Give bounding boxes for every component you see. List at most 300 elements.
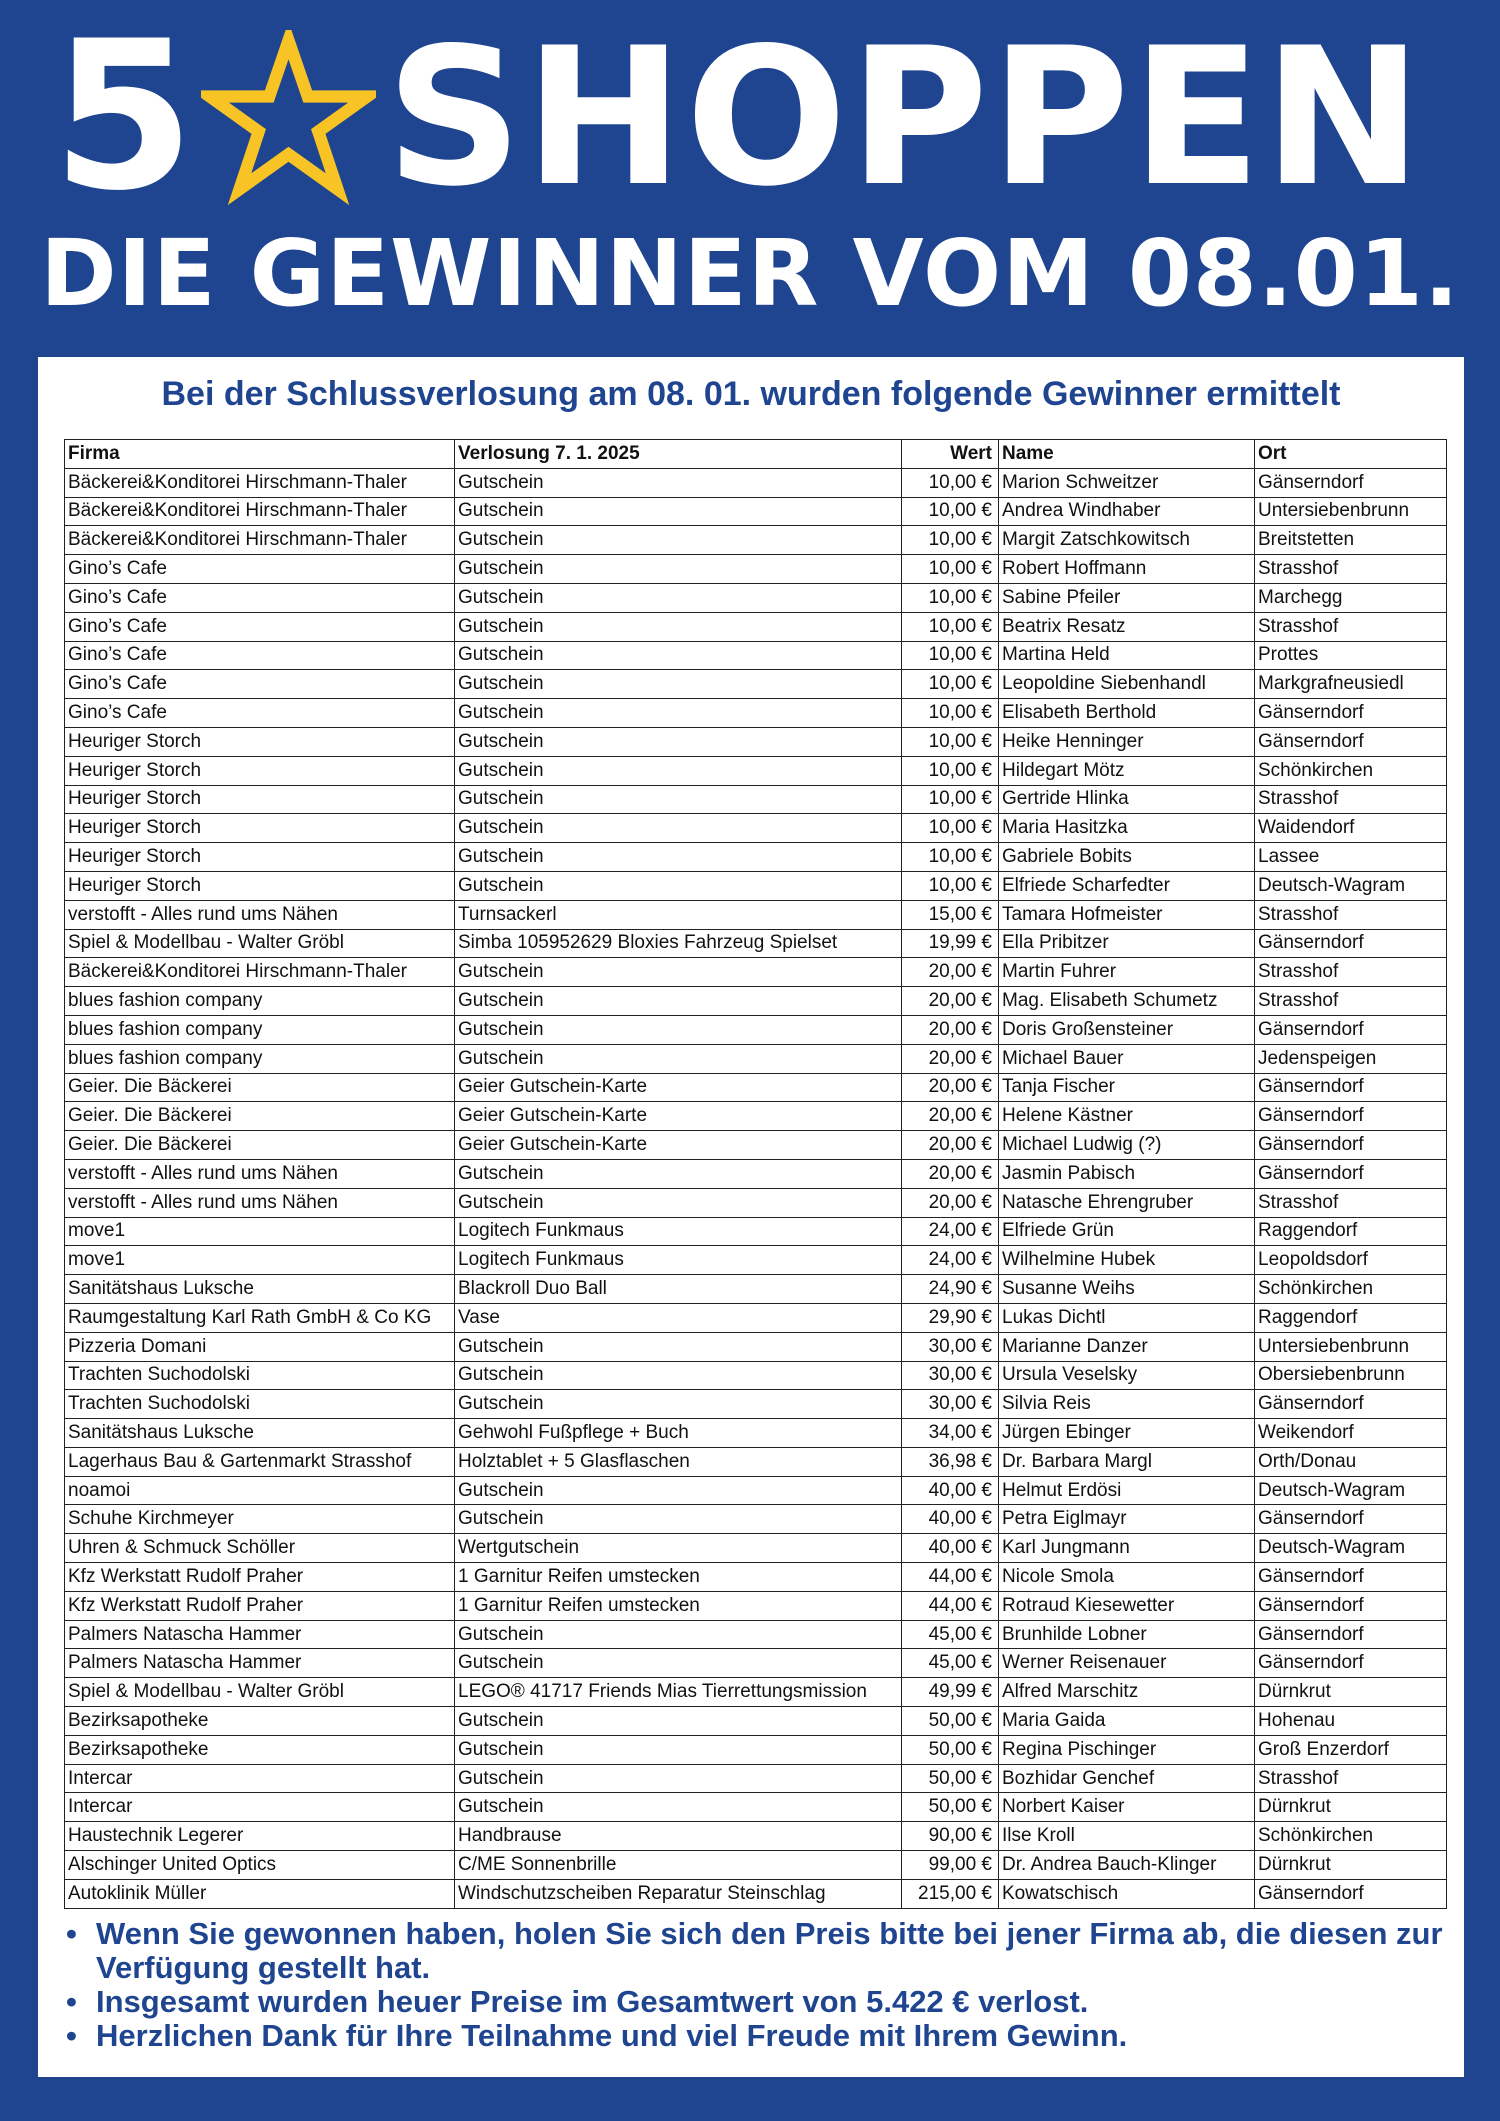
- cell-firma: verstofft - Alles rund ums Nähen: [65, 1188, 455, 1217]
- cell-name: Petra Eiglmayr: [999, 1505, 1255, 1534]
- cell-firma: Sanitätshaus Luksche: [65, 1419, 455, 1448]
- cell-name: Gabriele Bobits: [999, 843, 1255, 872]
- table-row: [65, 987, 1447, 1016]
- cell-firma: Alschinger United Optics: [65, 1851, 455, 1880]
- cell-ort: Jedenspeigen: [1255, 1044, 1447, 1073]
- table-row: [65, 497, 1447, 526]
- cell-firma: Heuriger Storch: [65, 814, 455, 843]
- cell-name: Beatrix Resatz: [999, 612, 1255, 641]
- cell-wert: 34,00 €: [902, 1419, 999, 1448]
- cell-ort: Gänserndorf: [1255, 1591, 1447, 1620]
- cell-verlosung: Gutschein: [455, 1764, 902, 1793]
- table-row: [65, 756, 1447, 785]
- cell-ort: Hohenau: [1255, 1707, 1447, 1736]
- cell-name: Hildegart Mötz: [999, 756, 1255, 785]
- cell-wert: 20,00 €: [902, 958, 999, 987]
- cell-verlosung: Simba 105952629 Bloxies Fahrzeug Spielset: [455, 929, 902, 958]
- cell-ort: Gänserndorf: [1255, 929, 1447, 958]
- cell-firma: Uhren & Schmuck Schöller: [65, 1534, 455, 1563]
- banner-headline: DIE GEWINNER VOM 08.01.: [40, 220, 1460, 327]
- cell-ort: Groß Enzerdorf: [1255, 1735, 1447, 1764]
- cell-wert: 40,00 €: [902, 1505, 999, 1534]
- cell-name: Maria Gaida: [999, 1707, 1255, 1736]
- table-row: [65, 555, 1447, 584]
- cell-firma: Trachten Suchodolski: [65, 1390, 455, 1419]
- table-row: [65, 670, 1447, 699]
- header-name: Name: [999, 440, 1255, 469]
- table-row: [65, 1275, 1447, 1304]
- cell-ort: Strasshof: [1255, 900, 1447, 929]
- cell-name: Nicole Smola: [999, 1563, 1255, 1592]
- table-row: [65, 1217, 1447, 1246]
- cell-name: Tanja Fischer: [999, 1073, 1255, 1102]
- banner-title: [52, 0, 1425, 236]
- cell-firma: Heuriger Storch: [65, 756, 455, 785]
- table-row: [65, 612, 1447, 641]
- cell-name: Ella Pribitzer: [999, 929, 1255, 958]
- cell-firma: Sanitätshaus Luksche: [65, 1275, 455, 1304]
- cell-name: Margit Zatschkowitsch: [999, 526, 1255, 555]
- cell-ort: Strasshof: [1255, 785, 1447, 814]
- cell-wert: 50,00 €: [902, 1764, 999, 1793]
- cell-ort: Gänserndorf: [1255, 1131, 1447, 1160]
- table-row: [65, 526, 1447, 555]
- cell-verlosung: Gutschein: [455, 987, 902, 1016]
- cell-name: Elfriede Grün: [999, 1217, 1255, 1246]
- table-row: [65, 1707, 1447, 1736]
- header-ort: Ort: [1255, 440, 1447, 469]
- cell-wert: 30,00 €: [902, 1332, 999, 1361]
- table-row: [65, 1851, 1447, 1880]
- cell-ort: Weikendorf: [1255, 1419, 1447, 1448]
- cell-firma: Geier. Die Bäckerei: [65, 1102, 455, 1131]
- table-row: [65, 1505, 1447, 1534]
- cell-name: Jasmin Pabisch: [999, 1159, 1255, 1188]
- header-verlosung: Verlosung 7. 1. 2025: [455, 440, 902, 469]
- cell-wert: 10,00 €: [902, 497, 999, 526]
- cell-wert: 24,00 €: [902, 1246, 999, 1275]
- cell-verlosung: Gutschein: [455, 1735, 902, 1764]
- cell-name: Werner Reisenauer: [999, 1649, 1255, 1678]
- cell-firma: Gino’s Cafe: [65, 699, 455, 728]
- bullet-icon: •: [66, 1984, 77, 2019]
- table-row: [65, 1534, 1447, 1563]
- cell-wert: 10,00 €: [902, 612, 999, 641]
- cell-name: Heike Henninger: [999, 727, 1255, 756]
- cell-firma: Bäckerei&Konditorei Hirschmann-Thaler: [65, 497, 455, 526]
- cell-ort: Leopoldsdorf: [1255, 1246, 1447, 1275]
- cell-ort: Gänserndorf: [1255, 727, 1447, 756]
- cell-ort: Gänserndorf: [1255, 699, 1447, 728]
- cell-verlosung: Gutschein: [455, 1159, 902, 1188]
- cell-verlosung: Gutschein: [455, 612, 902, 641]
- winners-table: [64, 439, 1447, 1909]
- cell-verlosung: Gutschein: [455, 1044, 902, 1073]
- cell-verlosung: Geier Gutschein-Karte: [455, 1131, 902, 1160]
- cell-ort: Gänserndorf: [1255, 1505, 1447, 1534]
- cell-wert: 10,00 €: [902, 727, 999, 756]
- cell-verlosung: Gutschein: [455, 785, 902, 814]
- table-row: [65, 583, 1447, 612]
- cell-verlosung: Logitech Funkmaus: [455, 1217, 902, 1246]
- cell-verlosung: Turnsackerl: [455, 900, 902, 929]
- cell-name: Rotraud Kiesewetter: [999, 1591, 1255, 1620]
- cell-firma: noamoi: [65, 1476, 455, 1505]
- cell-wert: 10,00 €: [902, 670, 999, 699]
- cell-name: Brunhilde Lobner: [999, 1620, 1255, 1649]
- table-row: [65, 871, 1447, 900]
- cell-name: Helmut Erdösi: [999, 1476, 1255, 1505]
- cell-verlosung: Gutschein: [455, 843, 902, 872]
- cell-name: Regina Pischinger: [999, 1735, 1255, 1764]
- cell-ort: Dürnkrut: [1255, 1678, 1447, 1707]
- cell-verlosung: Gutschein: [455, 497, 902, 526]
- table-row: [65, 1764, 1447, 1793]
- cell-firma: Bezirksapotheke: [65, 1735, 455, 1764]
- cell-name: Marianne Danzer: [999, 1332, 1255, 1361]
- cell-wert: 20,00 €: [902, 1073, 999, 1102]
- cell-wert: 20,00 €: [902, 1044, 999, 1073]
- cell-firma: Heuriger Storch: [65, 843, 455, 872]
- table-row: [65, 1822, 1447, 1851]
- cell-ort: Gänserndorf: [1255, 1563, 1447, 1592]
- banner-word: SHOPPEN: [385, 6, 1425, 228]
- table-row: [65, 1447, 1447, 1476]
- cell-ort: Markgrafneusiedl: [1255, 670, 1447, 699]
- cell-wert: 20,00 €: [902, 1015, 999, 1044]
- cell-name: Gertride Hlinka: [999, 785, 1255, 814]
- table-row: [65, 1131, 1447, 1160]
- cell-name: Maria Hasitzka: [999, 814, 1255, 843]
- table-row: [65, 468, 1447, 497]
- cell-ort: Obersiebenbrunn: [1255, 1361, 1447, 1390]
- star-icon: [201, 30, 376, 205]
- cell-verlosung: Gutschein: [455, 583, 902, 612]
- cell-firma: Gino’s Cafe: [65, 583, 455, 612]
- cell-firma: Raumgestaltung Karl Rath GmbH & Co KG: [65, 1303, 455, 1332]
- cell-firma: verstofft - Alles rund ums Nähen: [65, 1159, 455, 1188]
- cell-wert: 29,90 €: [902, 1303, 999, 1332]
- table-body: [65, 468, 1447, 1908]
- cell-name: Dr. Barbara Margl: [999, 1447, 1255, 1476]
- cell-wert: 99,00 €: [902, 1851, 999, 1880]
- cell-firma: Bäckerei&Konditorei Hirschmann-Thaler: [65, 526, 455, 555]
- cell-verlosung: Geier Gutschein-Karte: [455, 1102, 902, 1131]
- cell-name: Natasche Ehrengruber: [999, 1188, 1255, 1217]
- header-banner: [0, 0, 1500, 355]
- table-row: [65, 1476, 1447, 1505]
- cell-ort: Gänserndorf: [1255, 1649, 1447, 1678]
- cell-ort: Gänserndorf: [1255, 1879, 1447, 1908]
- cell-wert: 10,00 €: [902, 843, 999, 872]
- table-row: [65, 1591, 1447, 1620]
- cell-firma: Lagerhaus Bau & Gartenmarkt Strasshof: [65, 1447, 455, 1476]
- cell-wert: 45,00 €: [902, 1620, 999, 1649]
- cell-wert: 45,00 €: [902, 1649, 999, 1678]
- cell-ort: Gänserndorf: [1255, 1015, 1447, 1044]
- cell-ort: Gänserndorf: [1255, 1620, 1447, 1649]
- cell-name: Elfriede Scharfedter: [999, 871, 1255, 900]
- cell-wert: 40,00 €: [902, 1476, 999, 1505]
- cell-ort: Waidendorf: [1255, 814, 1447, 843]
- cell-ort: Raggendorf: [1255, 1303, 1447, 1332]
- cell-firma: Heuriger Storch: [65, 785, 455, 814]
- cell-ort: Deutsch-Wagram: [1255, 1534, 1447, 1563]
- cell-firma: move1: [65, 1246, 455, 1275]
- cell-firma: Spiel & Modellbau - Walter Gröbl: [65, 1678, 455, 1707]
- cell-ort: Marchegg: [1255, 583, 1447, 612]
- table-row: [65, 1303, 1447, 1332]
- cell-verlosung: Gutschein: [455, 814, 902, 843]
- cell-ort: Untersiebenbrunn: [1255, 1332, 1447, 1361]
- cell-wert: 10,00 €: [902, 814, 999, 843]
- cell-ort: Raggendorf: [1255, 1217, 1447, 1246]
- cell-firma: Haustechnik Legerer: [65, 1822, 455, 1851]
- cell-ort: Gänserndorf: [1255, 1159, 1447, 1188]
- cell-name: Kowatschisch: [999, 1879, 1255, 1908]
- table-row: [65, 1793, 1447, 1822]
- cell-ort: Strasshof: [1255, 987, 1447, 1016]
- cell-verlosung: Blackroll Duo Ball: [455, 1275, 902, 1304]
- table-row: [65, 1563, 1447, 1592]
- cell-name: Martin Fuhrer: [999, 958, 1255, 987]
- cell-ort: Strasshof: [1255, 958, 1447, 987]
- cell-verlosung: 1 Garnitur Reifen umstecken: [455, 1563, 902, 1592]
- cell-name: Elisabeth Berthold: [999, 699, 1255, 728]
- table-row: [65, 1015, 1447, 1044]
- cell-firma: Pizzeria Domani: [65, 1332, 455, 1361]
- cell-verlosung: Gutschein: [455, 1505, 902, 1534]
- table-row: [65, 1419, 1447, 1448]
- cell-ort: Dürnkrut: [1255, 1793, 1447, 1822]
- table-row: [65, 1246, 1447, 1275]
- cell-verlosung: Gutschein: [455, 1361, 902, 1390]
- table-row: [65, 814, 1447, 843]
- cell-name: Silvia Reis: [999, 1390, 1255, 1419]
- cell-wert: 20,00 €: [902, 1159, 999, 1188]
- cell-wert: 15,00 €: [902, 900, 999, 929]
- cell-wert: 10,00 €: [902, 641, 999, 670]
- table-row: [65, 1361, 1447, 1390]
- cell-ort: Dürnkrut: [1255, 1851, 1447, 1880]
- cell-firma: move1: [65, 1217, 455, 1246]
- cell-name: Martina Held: [999, 641, 1255, 670]
- cell-verlosung: Gutschein: [455, 1620, 902, 1649]
- cell-name: Karl Jungmann: [999, 1534, 1255, 1563]
- notes-list: [66, 1917, 1446, 2053]
- cell-wert: 20,00 €: [902, 1131, 999, 1160]
- cell-firma: Intercar: [65, 1793, 455, 1822]
- cell-verlosung: Gutschein: [455, 958, 902, 987]
- cell-verlosung: Handbrause: [455, 1822, 902, 1851]
- table-row: [65, 1390, 1447, 1419]
- cell-verlosung: Vase: [455, 1303, 902, 1332]
- note-text: Wenn Sie gewonnen haben, holen Sie sich den Preis bitte bei jener Firma ab, die diesen zur Verfügung gestellt hat.: [96, 1916, 1443, 1985]
- table-row: [65, 1879, 1447, 1908]
- cell-verlosung: Gutschein: [455, 1649, 902, 1678]
- cell-name: Marion Schweitzer: [999, 468, 1255, 497]
- cell-ort: Gänserndorf: [1255, 468, 1447, 497]
- cell-verlosung: Gutschein: [455, 699, 902, 728]
- cell-firma: Gino’s Cafe: [65, 612, 455, 641]
- cell-name: Sabine Pfeiler: [999, 583, 1255, 612]
- cell-verlosung: Gutschein: [455, 468, 902, 497]
- cell-wert: 20,00 €: [902, 1102, 999, 1131]
- cell-wert: 50,00 €: [902, 1793, 999, 1822]
- cell-ort: Strasshof: [1255, 1764, 1447, 1793]
- cell-wert: 10,00 €: [902, 468, 999, 497]
- cell-wert: 30,00 €: [902, 1361, 999, 1390]
- cell-wert: 24,90 €: [902, 1275, 999, 1304]
- banner-number: 5: [52, 0, 195, 236]
- table-row: [65, 1159, 1447, 1188]
- cell-name: Helene Kästner: [999, 1102, 1255, 1131]
- cell-firma: Geier. Die Bäckerei: [65, 1073, 455, 1102]
- cell-firma: Gino’s Cafe: [65, 555, 455, 584]
- table-row: [65, 1073, 1447, 1102]
- cell-ort: Prottes: [1255, 641, 1447, 670]
- cell-wert: 10,00 €: [902, 756, 999, 785]
- cell-firma: blues fashion company: [65, 987, 455, 1016]
- cell-verlosung: Gutschein: [455, 1390, 902, 1419]
- cell-verlosung: Logitech Funkmaus: [455, 1246, 902, 1275]
- cell-wert: 10,00 €: [902, 526, 999, 555]
- table-header-row: [65, 440, 1447, 469]
- cell-firma: Gino’s Cafe: [65, 641, 455, 670]
- subtitle: Bei der Schlussverlosung am 08. 01. wurden folgende Gewinner ermittelt: [161, 375, 1341, 413]
- cell-firma: Bäckerei&Konditorei Hirschmann-Thaler: [65, 958, 455, 987]
- cell-firma: Kfz Werkstatt Rudolf Praher: [65, 1591, 455, 1620]
- cell-wert: 36,98 €: [902, 1447, 999, 1476]
- cell-verlosung: Holztablet + 5 Glasflaschen: [455, 1447, 902, 1476]
- cell-firma: Trachten Suchodolski: [65, 1361, 455, 1390]
- cell-wert: 10,00 €: [902, 785, 999, 814]
- cell-verlosung: Gehwohl Fußpflege + Buch: [455, 1419, 902, 1448]
- cell-verlosung: 1 Garnitur Reifen umstecken: [455, 1591, 902, 1620]
- cell-firma: Schuhe Kirchmeyer: [65, 1505, 455, 1534]
- table-row: [65, 785, 1447, 814]
- cell-name: Mag. Elisabeth Schumetz: [999, 987, 1255, 1016]
- cell-verlosung: Windschutzscheiben Reparatur Steinschlag: [455, 1879, 902, 1908]
- cell-ort: Gänserndorf: [1255, 1390, 1447, 1419]
- note-item: [66, 1985, 1446, 2019]
- table-row: [65, 1044, 1447, 1073]
- table-row: [65, 929, 1447, 958]
- cell-ort: Deutsch-Wagram: [1255, 871, 1447, 900]
- cell-name: Alfred Marschitz: [999, 1678, 1255, 1707]
- cell-name: Bozhidar Genchef: [999, 1764, 1255, 1793]
- cell-name: Wilhelmine Hubek: [999, 1246, 1255, 1275]
- cell-firma: Palmers Natascha Hammer: [65, 1649, 455, 1678]
- cell-name: Andrea Windhaber: [999, 497, 1255, 526]
- table-row: [65, 1649, 1447, 1678]
- cell-wert: 215,00 €: [902, 1879, 999, 1908]
- cell-name: Susanne Weihs: [999, 1275, 1255, 1304]
- cell-verlosung: LEGO® 41717 Friends Mias Tierrettungsmission: [455, 1678, 902, 1707]
- cell-name: Leopoldine Siebenhandl: [999, 670, 1255, 699]
- cell-firma: Palmers Natascha Hammer: [65, 1620, 455, 1649]
- cell-name: Ursula Veselsky: [999, 1361, 1255, 1390]
- cell-verlosung: Gutschein: [455, 1476, 902, 1505]
- cell-firma: Gino’s Cafe: [65, 670, 455, 699]
- cell-firma: Intercar: [65, 1764, 455, 1793]
- cell-wert: 10,00 €: [902, 583, 999, 612]
- cell-wert: 40,00 €: [902, 1534, 999, 1563]
- cell-name: Tamara Hofmeister: [999, 900, 1255, 929]
- table-row: [65, 727, 1447, 756]
- note-item: [66, 2019, 1446, 2053]
- note-text: Herzlichen Dank für Ihre Teilnahme und viel Freude mit Ihrem Gewinn.: [96, 2018, 1128, 2053]
- cell-firma: Spiel & Modellbau - Walter Gröbl: [65, 929, 455, 958]
- cell-ort: Strasshof: [1255, 1188, 1447, 1217]
- cell-name: Ilse Kroll: [999, 1822, 1255, 1851]
- cell-ort: Untersiebenbrunn: [1255, 497, 1447, 526]
- table-row: [65, 1735, 1447, 1764]
- cell-wert: 10,00 €: [902, 699, 999, 728]
- cell-ort: Orth/Donau: [1255, 1447, 1447, 1476]
- bullet-icon: •: [66, 1916, 77, 1951]
- cell-ort: Gänserndorf: [1255, 1102, 1447, 1131]
- cell-firma: blues fashion company: [65, 1044, 455, 1073]
- cell-ort: Strasshof: [1255, 555, 1447, 584]
- cell-firma: Geier. Die Bäckerei: [65, 1131, 455, 1160]
- cell-verlosung: Gutschein: [455, 555, 902, 584]
- cell-verlosung: Gutschein: [455, 1332, 902, 1361]
- cell-verlosung: C/ME Sonnenbrille: [455, 1851, 902, 1880]
- cell-verlosung: Gutschein: [455, 756, 902, 785]
- table-row: [65, 1678, 1447, 1707]
- cell-firma: Bäckerei&Konditorei Hirschmann-Thaler: [65, 468, 455, 497]
- cell-name: Michael Bauer: [999, 1044, 1255, 1073]
- cell-name: Norbert Kaiser: [999, 1793, 1255, 1822]
- table-row: [65, 641, 1447, 670]
- cell-ort: Schönkirchen: [1255, 1822, 1447, 1851]
- table-row: [65, 843, 1447, 872]
- header-firma: Firma: [65, 440, 455, 469]
- cell-verlosung: Gutschein: [455, 727, 902, 756]
- table-row: [65, 958, 1447, 987]
- cell-verlosung: Wertgutschein: [455, 1534, 902, 1563]
- cell-wert: 24,00 €: [902, 1217, 999, 1246]
- cell-verlosung: Gutschein: [455, 871, 902, 900]
- cell-name: Michael Ludwig (?): [999, 1131, 1255, 1160]
- note-text: Insgesamt wurden heuer Preise im Gesamtwert von 5.422 € verlost.: [96, 1984, 1089, 2019]
- cell-name: Robert Hoffmann: [999, 555, 1255, 584]
- cell-ort: Lassee: [1255, 843, 1447, 872]
- cell-ort: Gänserndorf: [1255, 1073, 1447, 1102]
- cell-firma: Heuriger Storch: [65, 727, 455, 756]
- cell-wert: 10,00 €: [902, 555, 999, 584]
- header-wert: Wert: [902, 440, 999, 469]
- cell-ort: Breitstetten: [1255, 526, 1447, 555]
- table-row: [65, 1102, 1447, 1131]
- cell-ort: Schönkirchen: [1255, 756, 1447, 785]
- cell-wert: 50,00 €: [902, 1707, 999, 1736]
- cell-verlosung: Gutschein: [455, 1793, 902, 1822]
- cell-wert: 44,00 €: [902, 1563, 999, 1592]
- cell-firma: Kfz Werkstatt Rudolf Praher: [65, 1563, 455, 1592]
- cell-name: Lukas Dichtl: [999, 1303, 1255, 1332]
- cell-wert: 19,99 €: [902, 929, 999, 958]
- cell-firma: blues fashion company: [65, 1015, 455, 1044]
- cell-wert: 10,00 €: [902, 871, 999, 900]
- table-row: [65, 900, 1447, 929]
- cell-wert: 30,00 €: [902, 1390, 999, 1419]
- cell-wert: 49,99 €: [902, 1678, 999, 1707]
- cell-firma: verstofft - Alles rund ums Nähen: [65, 900, 455, 929]
- cell-wert: 50,00 €: [902, 1735, 999, 1764]
- table-row: [65, 1620, 1447, 1649]
